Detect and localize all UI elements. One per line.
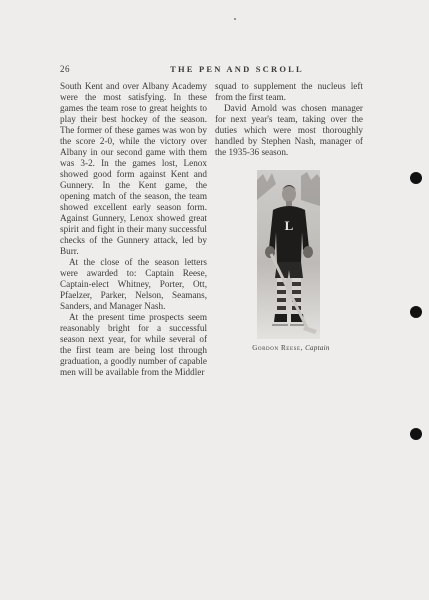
right-paragraph-2: David Arnold was chosen manager for next year's team, taking over the duties which were most thoroughly handled by Stephen Nash, manager of the 1935-36 season.: [215, 103, 363, 157]
jersey-letter: L: [284, 218, 294, 233]
captain-photo: [257, 170, 320, 339]
caption-role: Captain: [305, 344, 330, 352]
page-number: 26: [60, 64, 70, 74]
running-title: THE PEN AND SCROLL: [170, 64, 304, 74]
binder-hole-icon: [410, 306, 422, 318]
left-paragraph-1: South Kent and over Albany Academy were the most satisfying. In these games the team rose to great heights to play their best hockey of the season. The former of these games was won by the score 2-0, while the victory over Albany in our second game with them was 3-2. In the games lost, Lenox showed good form against Kent and Gunnery. In the Kent game, the opening match of the season, the team showed excellent early season form. Against Gunnery, Lenox showed great spirit and fight in their many successful checks of the Gunnery attack, led by Burr.: [60, 81, 207, 256]
left-paragraph-2: At the close of the season letters were awarded to: Captain Reese, Captain-elect Whitney, Porter, Ott, Pfaelzer, Parker, Nelson, Seamans, Sanders, and Manager Nash.: [60, 257, 207, 311]
right-column: [215, 81, 363, 158]
right-paragraph-1: squad to supplement the nucleus left from the first team.: [215, 81, 363, 102]
binder-hole-icon: [410, 428, 422, 440]
left-column: [60, 81, 207, 378]
binder-hole-icon: [410, 172, 422, 184]
paper-speck: [234, 18, 236, 20]
left-paragraph-3: At the present time prospects seem reasonably bright for a successful season next year, for while several of the first team are being lost through graduation, a goodly number of capable men will be available from the Middler: [60, 312, 207, 377]
hockey-player-illustration: [257, 170, 320, 339]
caption-name: Gordon Reese,: [252, 344, 303, 352]
photo-caption: [226, 344, 356, 352]
